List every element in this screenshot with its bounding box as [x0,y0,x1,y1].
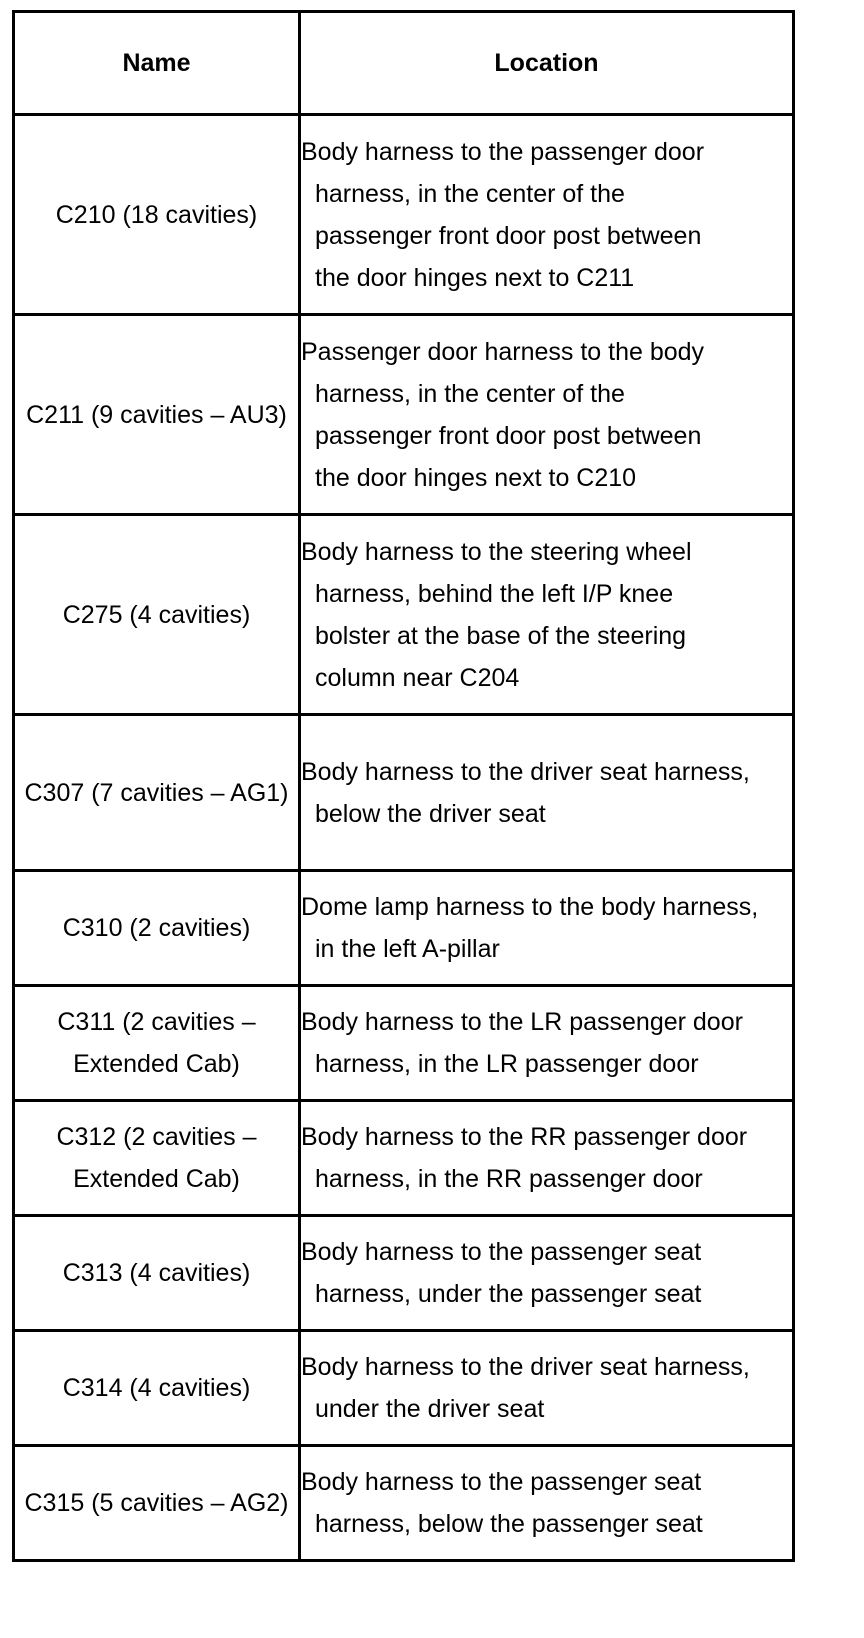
location-line: Body harness to the LR passenger door [301,1008,743,1036]
header-row [14,12,794,115]
location-line: passenger front door post between [315,221,702,250]
connector-name: C313 (4 cavities) [14,1216,300,1331]
location-line: harness, in the LR passenger door [315,1050,699,1078]
connector-location [300,315,794,515]
connector-location [300,1331,794,1446]
connector-location [300,515,794,715]
table-row [14,315,794,515]
location-line: column near C204 [315,663,520,692]
table-row [14,1216,794,1331]
connector-name: C307 (7 cavities – AG1) [14,715,300,871]
connector-location [300,1101,794,1216]
location-line: harness, under the passenger seat [315,1280,702,1308]
connector-location [300,871,794,986]
connector-location [300,1446,794,1561]
table-row [14,115,794,315]
location-line: bolster at the base of the steering [315,621,687,650]
connector-name: C311 (2 cavities – Extended Cab) [14,986,300,1101]
table-row [14,871,794,986]
location-line: the door hinges next to C210 [315,463,637,492]
location-line: Body harness to the passenger seat [301,1238,702,1266]
location-line: under the driver seat [315,1395,545,1423]
connector-name: C315 (5 cavities – AG2) [14,1446,300,1561]
location-line: in the left A-pillar [315,935,500,963]
connector-location [300,986,794,1101]
connector-location [300,115,794,315]
connector-location [300,715,794,871]
connector-name: C275 (4 cavities) [14,515,300,715]
location-line: harness, in the center of the [315,179,625,208]
table-row [14,515,794,715]
location-line: Dome lamp harness to the body harness, [301,893,759,921]
connector-location [300,1216,794,1331]
location-column-header: Location [300,12,794,115]
table-row [14,1446,794,1561]
location-line: Body harness to the driver seat harness, [301,757,750,786]
location-line: below the driver seat [315,799,546,828]
location-line: the door hinges next to C211 [315,263,635,292]
location-line: Passenger door harness to the body [301,337,705,366]
location-line: Body harness to the passenger seat [301,1468,702,1496]
location-line: Body harness to the driver seat harness, [301,1353,750,1381]
table-row [14,1101,794,1216]
location-line: harness, in the center of the [315,379,625,408]
connector-name: C210 (18 cavities) [14,115,300,315]
table-row [14,1331,794,1446]
name-column-header: Name [14,12,300,115]
table-row [14,986,794,1101]
location-line: Body harness to the RR passenger door [301,1123,748,1151]
location-line: harness, behind the left I/P knee [315,579,674,608]
connector-table [12,10,795,1562]
connector-name: C312 (2 cavities – Extended Cab) [14,1101,300,1216]
connector-name: C314 (4 cavities) [14,1331,300,1446]
location-line: Body harness to the steering wheel [301,537,692,566]
connector-name: C211 (9 cavities – AU3) [14,315,300,515]
connector-name: C310 (2 cavities) [14,871,300,986]
table-row [14,715,794,871]
location-line: passenger front door post between [315,421,702,450]
location-line: Body harness to the passenger door [301,137,705,166]
location-line: harness, below the passenger seat [315,1510,703,1538]
location-line: harness, in the RR passenger door [315,1165,703,1193]
